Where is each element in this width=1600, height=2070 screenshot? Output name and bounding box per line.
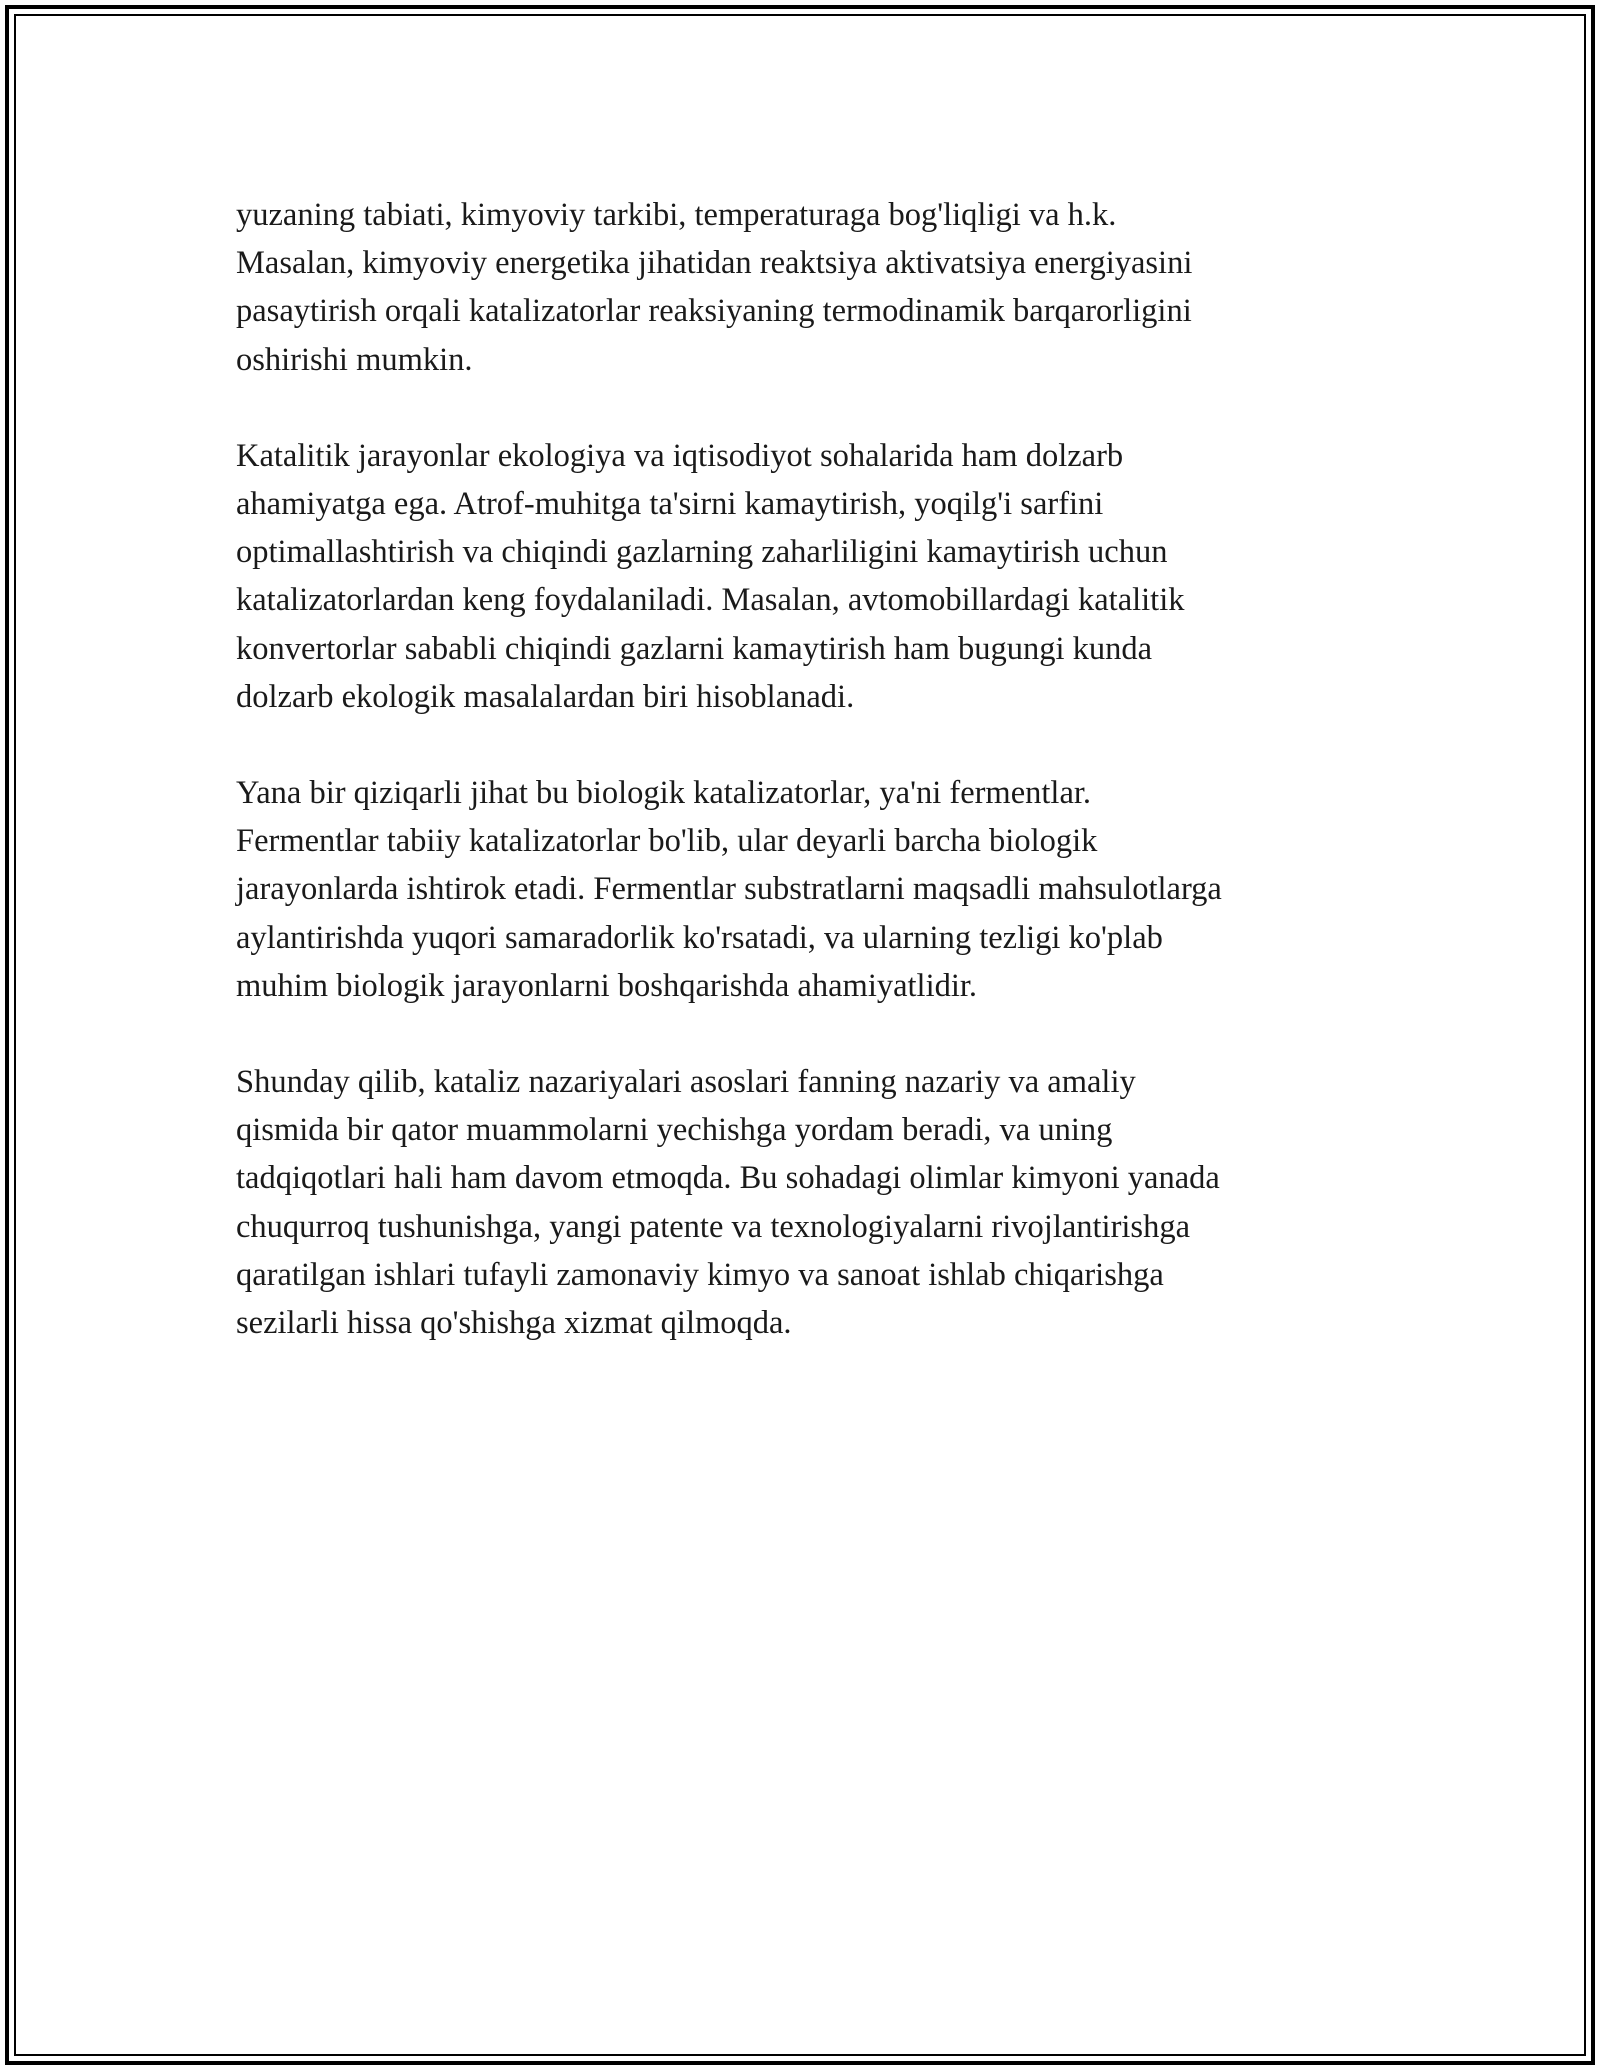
- paragraph-conclusion: Shunday qilib, kataliz nazariyalari asoslari fanning nazariy va amaliy qismida bir qator muammolarni yechishga yordam beradi, va uning tadqiqotlari hali ham davom etmoqda. Bu sohadagi olimlar kimyoni yanada chuqurroq tushunishga, yangi patente va texnologiyalarni rivojlantirishga qaratilgan ishlari tufayli zamonaviy kimyo va sanoat ishlab chiqarishga sezilarli hissa qo'shishga xizmat qilmoqda.: [236, 1064, 1220, 1342]
- paragraph-surface-nature: yuzaning tabiati, kimyoviy tarkibi, temperaturaga bog'liqligi va h.k. Masalan, kimyoviy energetika jihatidan reaktsiya aktivatsiya energiyasini pasaytirish orqali katalizatorlar reaksiyaning termodinamik barqarorligini oshirishi mumkin.: [236, 197, 1193, 378]
- paragraph-ecology-economy: Katalitik jarayonlar ekologiya va iqtisodiyot sohalarida ham dolzarb ahamiyatga ega. Atrof-muhitga ta'sirni kamaytirish, yoqilg'i sarfini optimallashtirish va chiqindi gazlarning zaharliligini kamaytirish uchun katalizatorlardan keng foydalaniladi. Masalan, avtomobillardagi katalitik konvertorlar sababli chiqindi gazlarni kamaytirish ham bugungi kunda dolzarb ekologik masalalardan biri hisoblanadi.: [236, 437, 1185, 715]
- paragraph-biological-catalysts: Yana bir qiziqarli jihat bu biologik katalizatorlar, ya'ni fermentlar. Fermentlar tabiiy katalizatorlar bo'lib, ular deyarli barcha biologik jarayonlarda ishtirok etadi. Fermentlar substratlarni maqsadli mahsulotlarga aylantirishda yuqori samaradorlik ko'rsatadi, va ularning tezligi ko'plab muhim biologik jarayonlarni boshqarishda ahamiyatlidir.: [236, 775, 1222, 1004]
- document-body: [236, 191, 1366, 1395]
